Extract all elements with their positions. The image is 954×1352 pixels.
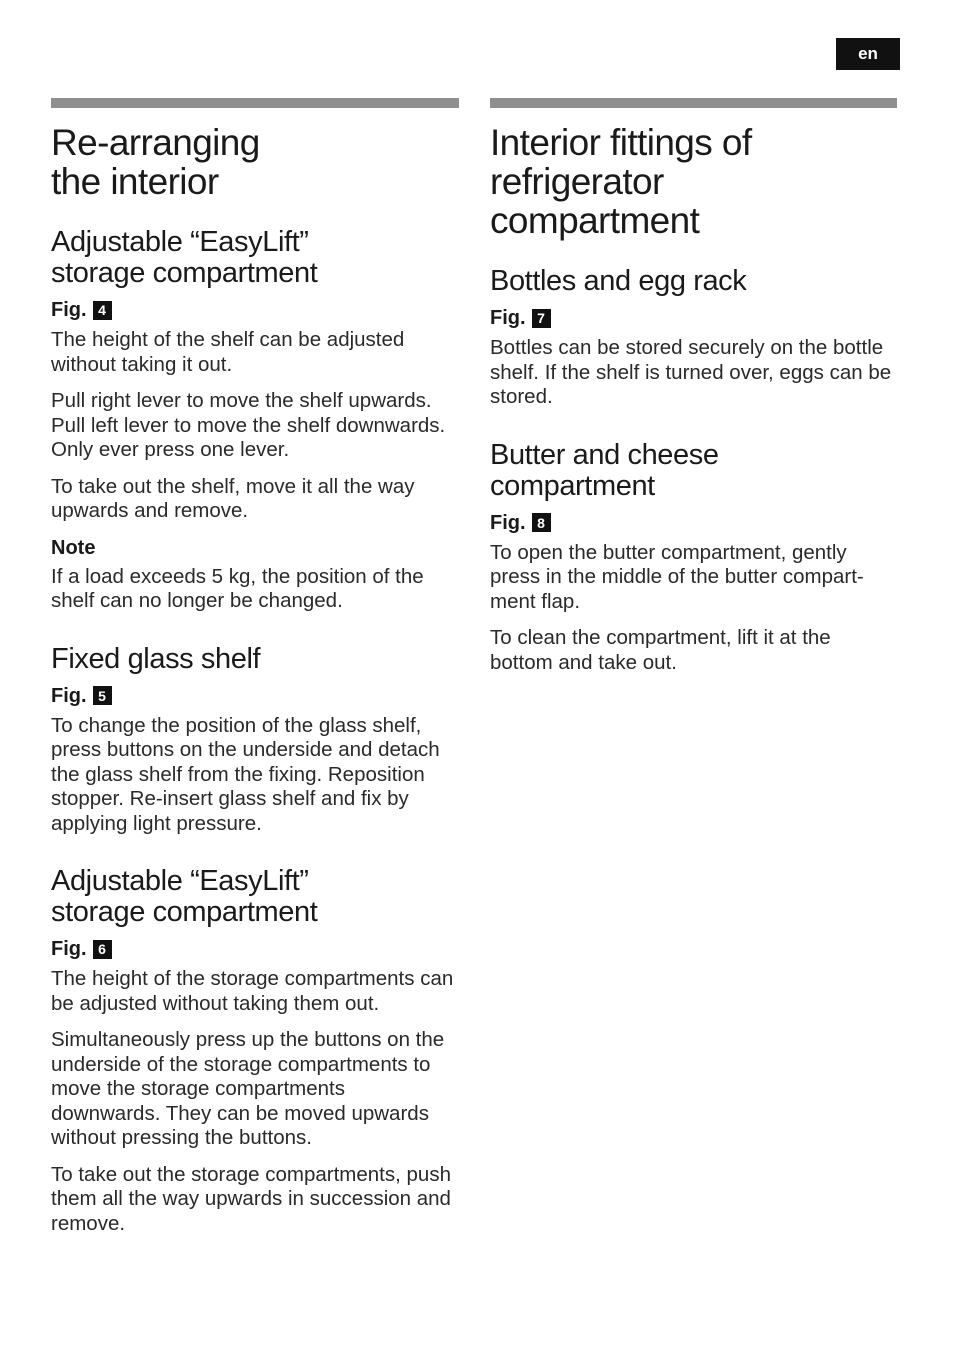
fig-number-badge: 5 bbox=[93, 686, 112, 705]
paragraph: To take out the storage compartments, push them all the way upwards in succession and remove. bbox=[51, 1162, 451, 1235]
heading-line: Adjustable “EasyLift” bbox=[51, 226, 309, 258]
note-text: If a load exceeds 5 kg, the position of the shelf can no longer be changed. bbox=[51, 564, 424, 612]
note-label: Note bbox=[51, 536, 96, 559]
paragraph: To open the butter compartment, gently press in the middle of the butter compartment flap. bbox=[490, 540, 864, 613]
figure-reference bbox=[490, 511, 897, 535]
fig-number-badge: 8 bbox=[532, 513, 551, 532]
figure-reference bbox=[51, 684, 459, 708]
title-line: Interior fittings of bbox=[490, 122, 752, 163]
section-rule bbox=[490, 98, 897, 108]
paragraph: The height of the storage compartments can be adjusted without taking them out. bbox=[51, 967, 454, 1015]
heading-fixed-glass-shelf: Fixed glass shelf bbox=[51, 642, 261, 675]
heading-butter-cheese bbox=[490, 440, 897, 502]
heading-line: compartment bbox=[490, 469, 655, 502]
paragraph: Pull right lever to move the shelf upwards. Pull left lever to move the shelf downwards. Only ever press one lever. bbox=[51, 389, 446, 461]
paragraph: To change the position of the glass shelf, press buttons on the underside and detach the glass shelf from the fixing. Reposition stopper. Re-insert glass shelf and fix by applying light pressure. bbox=[51, 713, 440, 835]
fig-label: Fig. bbox=[51, 299, 87, 321]
title-line: refrigerator bbox=[490, 161, 664, 202]
fig-label: Fig. bbox=[490, 511, 526, 534]
fig-number-badge: 4 bbox=[93, 301, 112, 320]
page-title-left bbox=[51, 123, 459, 201]
paragraph: Bottles can be stored securely on the bottle shelf. If the shelf is turned over, eggs can be stored. bbox=[490, 336, 892, 408]
heading-line: storage compartment bbox=[51, 257, 318, 289]
paragraph: The height of the shelf can be adjusted without taking it out. bbox=[51, 328, 405, 376]
fig-label: Fig. bbox=[51, 684, 87, 707]
heading-easylift-2 bbox=[51, 866, 459, 928]
paragraph: To clean the compartment, lift it at the bottom and take out. bbox=[490, 626, 831, 674]
heading-line: storage compartment bbox=[51, 896, 318, 928]
fig-label: Fig. bbox=[490, 307, 526, 329]
language-badge: en bbox=[836, 38, 900, 70]
paragraph: To take out the shelf, move it all the way upwards and remove. bbox=[51, 474, 415, 522]
heading-bottles-egg-rack: Bottles and egg rack bbox=[490, 265, 747, 297]
title-line: compartment bbox=[490, 200, 700, 241]
figure-reference bbox=[490, 306, 897, 330]
left-column bbox=[51, 98, 459, 1248]
figure-reference bbox=[51, 298, 459, 322]
right-column bbox=[490, 98, 897, 687]
page-title-right bbox=[490, 123, 897, 240]
heading-line: Butter and cheese bbox=[490, 438, 719, 471]
heading-easylift-1 bbox=[51, 227, 459, 289]
fig-number-badge: 7 bbox=[532, 309, 551, 328]
heading-line: Adjustable “EasyLift” bbox=[51, 865, 309, 897]
section-rule bbox=[51, 98, 459, 108]
title-line: Re-arranging bbox=[51, 122, 260, 163]
title-line: the interior bbox=[51, 161, 219, 202]
paragraph: Simultaneously press up the buttons on the underside of the storage compartments to move the storage compartments downwards. They can be moved upwards without pressing the buttons. bbox=[51, 1028, 445, 1149]
figure-reference bbox=[51, 937, 459, 961]
fig-number-badge: 6 bbox=[93, 940, 112, 959]
fig-label: Fig. bbox=[51, 938, 87, 960]
